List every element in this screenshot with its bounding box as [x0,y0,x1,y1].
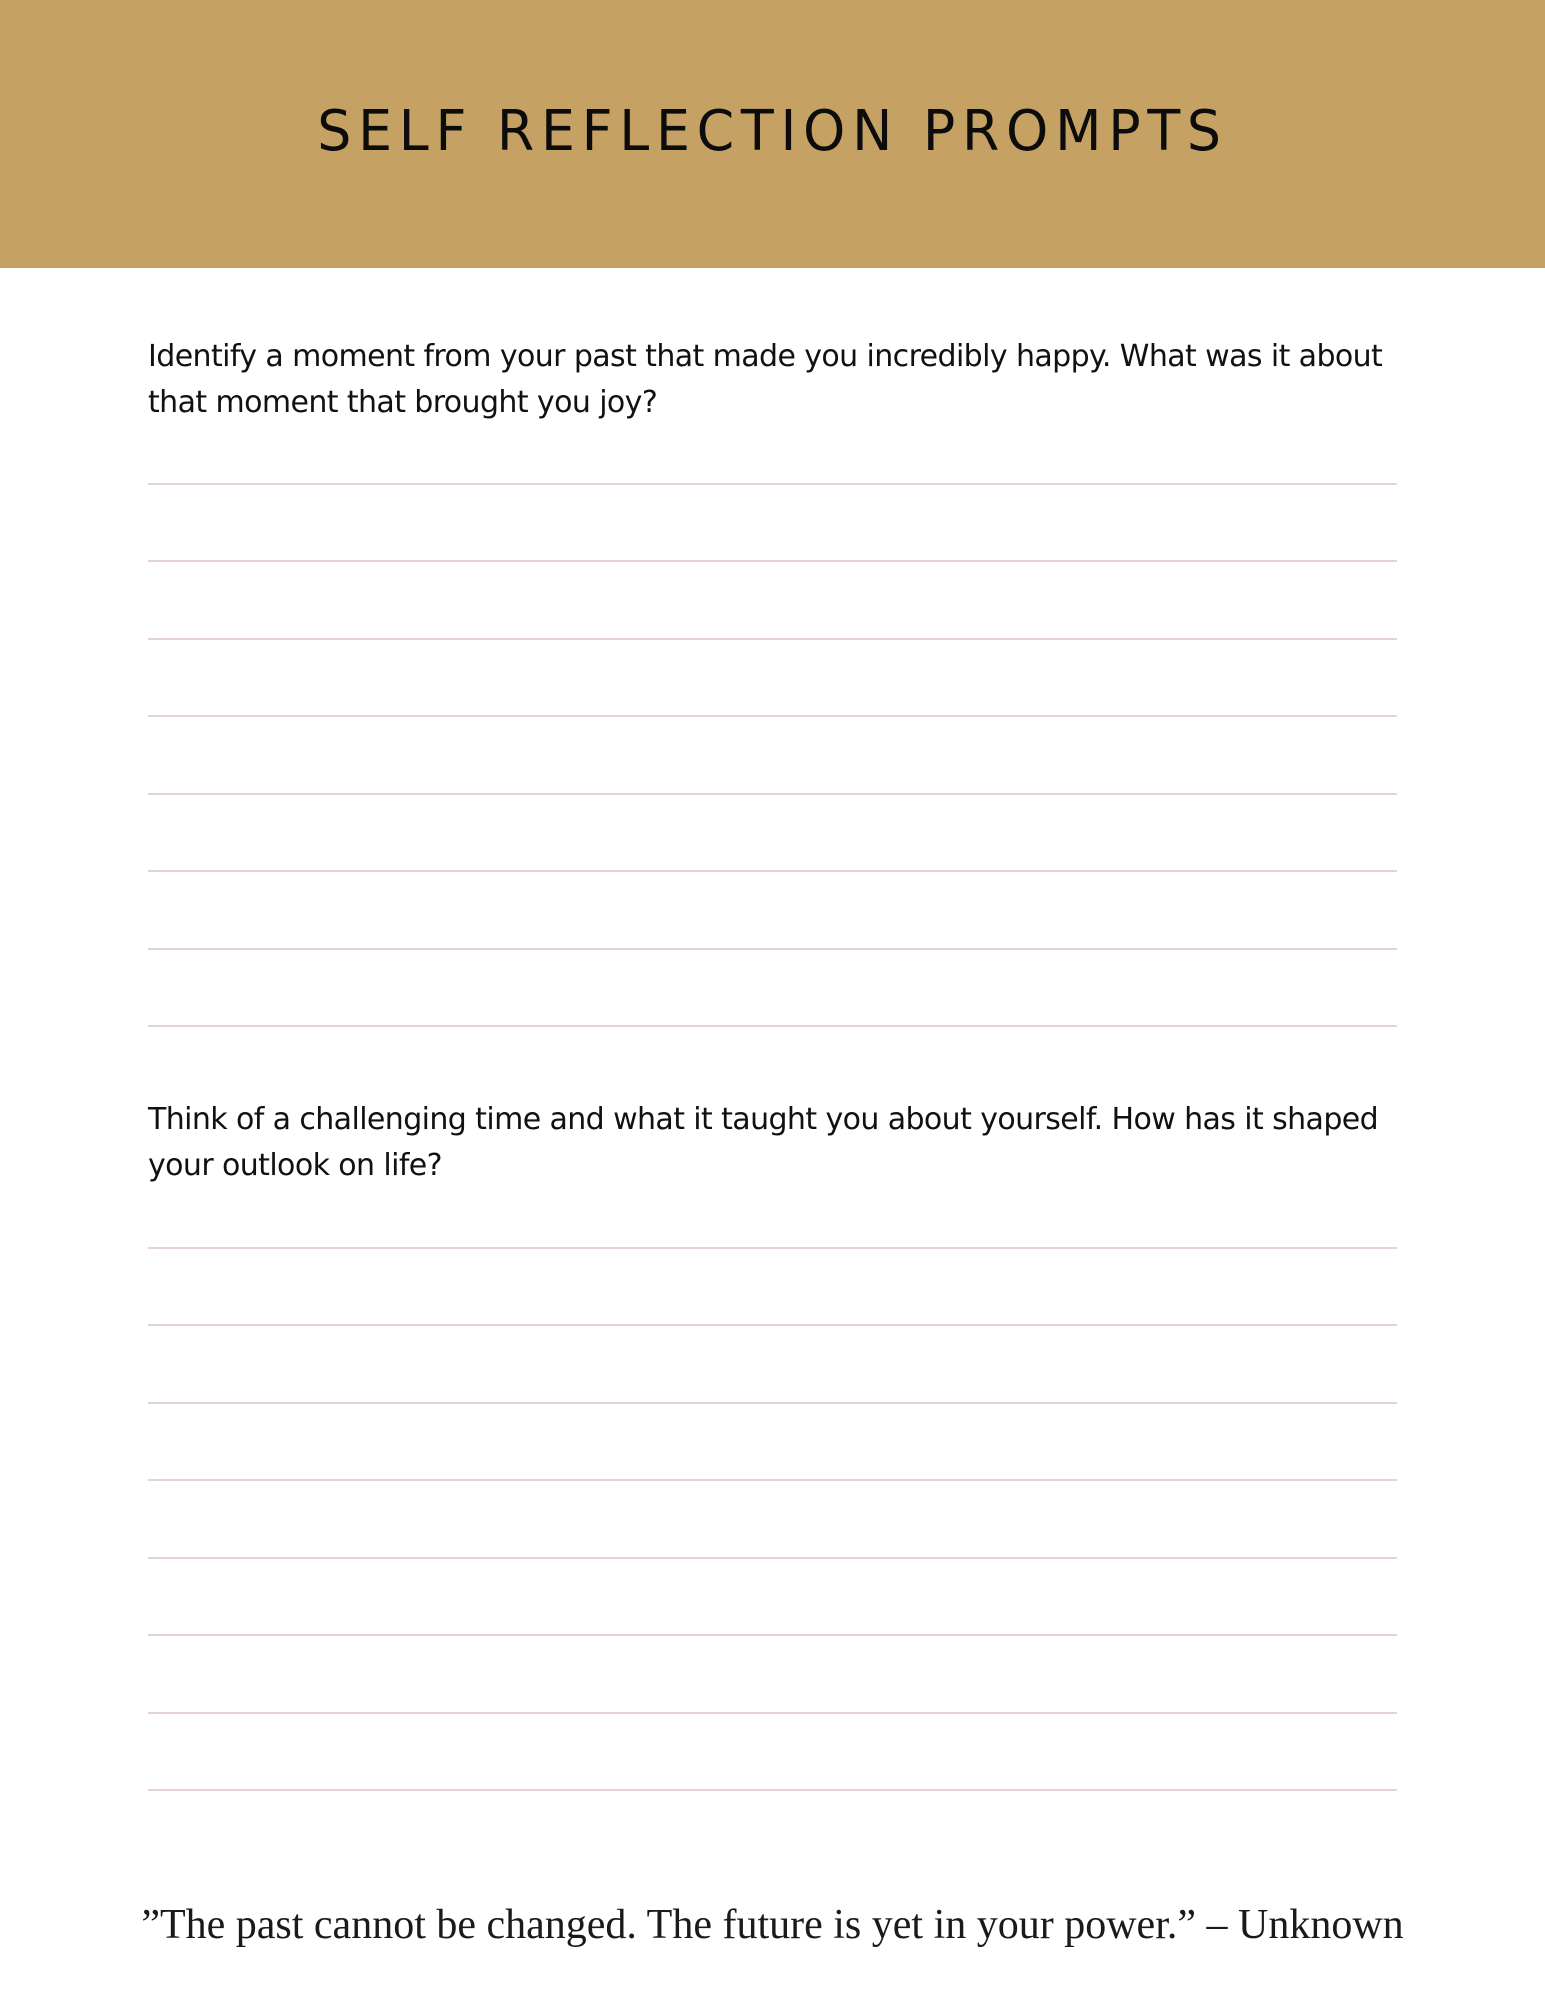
answer-line[interactable] [148,638,1397,640]
answer-line[interactable] [148,560,1397,562]
footer-quote: ”The past cannot be changed. The future is yet in your power.” – Unknown [141,1902,1404,1948]
answer-line[interactable] [148,1247,1397,1249]
answer-line[interactable] [148,1789,1397,1791]
answer-line[interactable] [148,870,1397,872]
answer-line[interactable] [148,1712,1397,1714]
answer-line[interactable] [148,1479,1397,1481]
page-title: SELF REFLECTION PROMPTS [317,99,1228,164]
prompt-2-text: Think of a challenging time and what it taught you about yourself. How has it shaped your outlook on life? [148,1102,1379,1183]
answer-line[interactable] [148,1634,1397,1636]
answer-line[interactable] [148,1324,1397,1326]
answer-line[interactable] [148,1025,1397,1027]
prompt-1-text: Identify a moment from your past that made you incredibly happy. What was it about that moment that brought you joy? [148,339,1383,420]
answer-line[interactable] [148,715,1397,717]
answer-line[interactable] [148,793,1397,795]
answer-line[interactable] [148,1557,1397,1559]
answer-line[interactable] [148,1402,1397,1404]
answer-line[interactable] [148,948,1397,950]
header-banner [0,0,1545,268]
answer-line[interactable] [148,483,1397,485]
